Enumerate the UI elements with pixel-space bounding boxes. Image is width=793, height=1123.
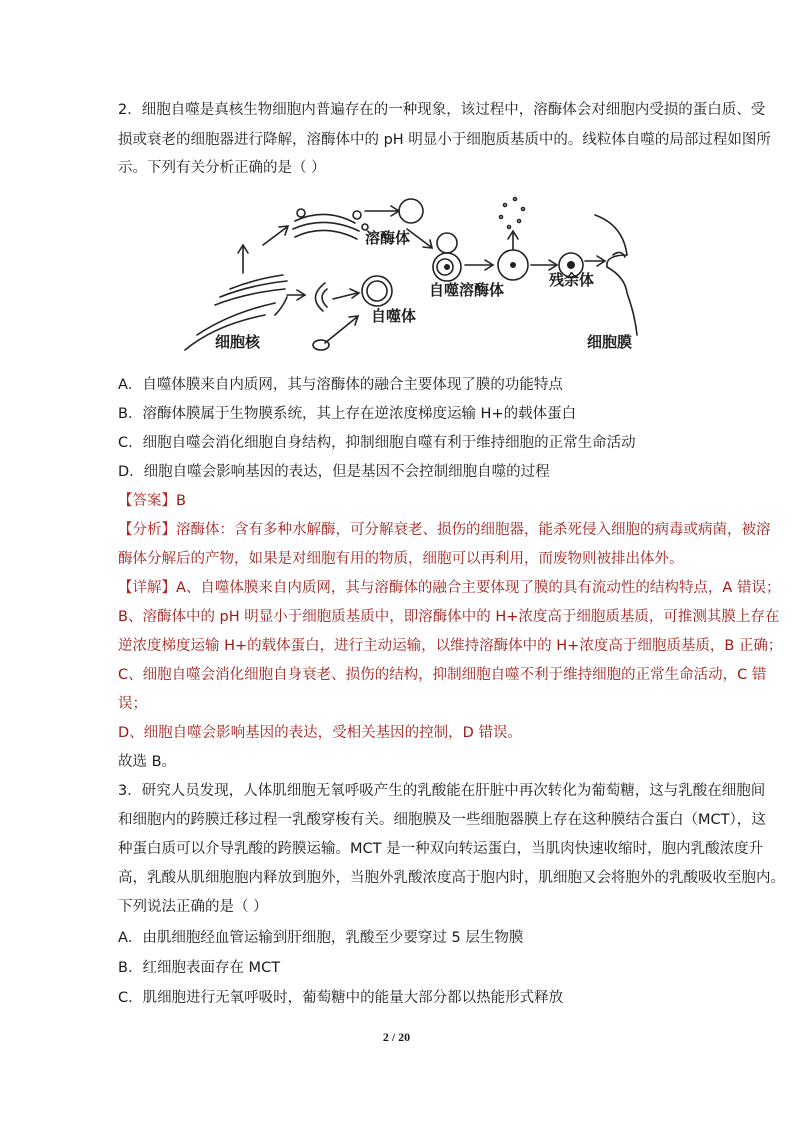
q2-stem-line-2: 损或衰老的细胞器进行降解，溶酶体中的 pH 明显小于细胞质基质中的。线粒体自噬的局部过程如图所 (118, 132, 771, 148)
q3-option-c: C．肌细胞进行无氧呼吸时，葡萄糖中的能量大部分都以热能形式释放 (118, 990, 564, 1006)
q2-detail-line-3: 逆浓度梯度运输 H+的载体蛋白，进行主动运输，以维持溶酶体中的 H+浓度高于细胞质基质，B 正确； (118, 638, 783, 654)
analysis-text-1: 溶酶体：含有多种水解酶，可分解衰老、损伤的细胞器，能杀死侵入细胞的病毒或病菌，被溶 (176, 522, 771, 538)
autophagy-figure (175, 185, 645, 355)
q2-analysis-line-2: 酶体分解后的产物，如果是对细胞有用的物质，细胞可以再利用，而废物则被排出体外。 (118, 551, 684, 567)
q2-stem-line-3: 示。下列有关分析正确的是（ ） (118, 160, 326, 176)
q3-option-a: A．由肌细胞经血管运输到肝细胞，乳酸至少要穿过 5 层生物膜 (118, 930, 524, 946)
q2-conclusion: 故选 B。 (118, 754, 177, 770)
analysis-label: 【分析】 (118, 522, 176, 538)
q2-answer (118, 491, 728, 511)
q3-stem-line-1: 3．研究人员发现，人体肌细胞无氧呼吸产生的乳酸能在肝脏中再次转化为葡萄糖，这与乳酸在细胞间 (118, 783, 766, 799)
q2-stem-line-1: 2．细胞自噬是真核生物细胞内普遍存在的一种现象，该过程中，溶酶体会对细胞内受损的蛋白质、受 (118, 102, 766, 118)
label-residual-body: 残余体 (549, 271, 595, 289)
q3-stem-line-3: 种蛋白质可以介导乳酸的跨膜运输。MCT 是一种双向转运蛋白，当肌肉快速收缩时，胞内乳酸浓度升 (118, 841, 764, 857)
q2-detail-line-1 (118, 578, 781, 598)
q3-stem-line-2: 和细胞内的跨膜迁移过程一乳酸穿梭有关。细胞膜及一些细胞器膜上存在这种膜结合蛋白（MCT），这 (118, 812, 766, 828)
label-nucleus: 细胞核 (215, 333, 261, 351)
q2-detail-line-6: D、细胞自噬会影响基因的表达，受相关基因的控制，D 错误。 (118, 725, 522, 741)
q3-stem-line-4: 高，乳酸从肌细胞胞内释放到胞外，当胞外乳酸浓度高于胞内时，肌细胞又会将胞外的乳酸吸收至胞内。 (118, 870, 785, 886)
label-lysosome: 溶酶体 (365, 229, 411, 247)
q2-analysis-line-1 (118, 520, 771, 540)
detail-text-1: A、自噬体膜来自内质网，其与溶酶体的融合主要体现了膜的具有流动性的结构特点，A 错误； (176, 580, 781, 596)
q2-option-c: C．细胞自噬会消化细胞自身结构，抑制细胞自噬有利于维持细胞的正常生命活动 (118, 435, 636, 451)
q2-detail-line-5: 误； (118, 696, 147, 712)
detail-label: 【详解】 (118, 580, 176, 596)
label-cell-membrane: 细胞膜 (587, 333, 633, 351)
answer-label: 【答案】 (118, 493, 176, 509)
q2-option-d: D．细胞自噬会影响基因的表达，但是基因不会控制细胞自噬的过程 (118, 464, 550, 480)
q3-stem-line-5: 下列说法正确的是（ ） (118, 899, 268, 915)
page-number: 2 / 20 (382, 1030, 411, 1044)
answer-value: B (176, 493, 186, 509)
label-autophagosome: 自噬体 (371, 307, 417, 325)
label-autolysosome: 自噬溶酶体 (429, 281, 505, 299)
q2-option-a: A．自噬体膜来自内质网，其与溶酶体的融合主要体现了膜的功能特点 (118, 377, 563, 393)
q2-detail-line-2: B、溶酶体中的 pH 明显小于细胞质基质中，即溶酶体中的 H+浓度高于细胞质基质，可推测其膜上存在 (118, 609, 780, 625)
q2-detail-line-4: C、细胞自噬会消化细胞自身衰老、损伤的结构，抑制细胞自噬不利于维持细胞的正常生命活动，C 错 (118, 667, 767, 683)
q2-option-b: B．溶酶体膜属于生物膜系统，其上存在逆浓度梯度运输 H+的载体蛋白 (118, 406, 577, 422)
q3-option-b: B．红细胞表面存在 MCT (118, 960, 281, 976)
